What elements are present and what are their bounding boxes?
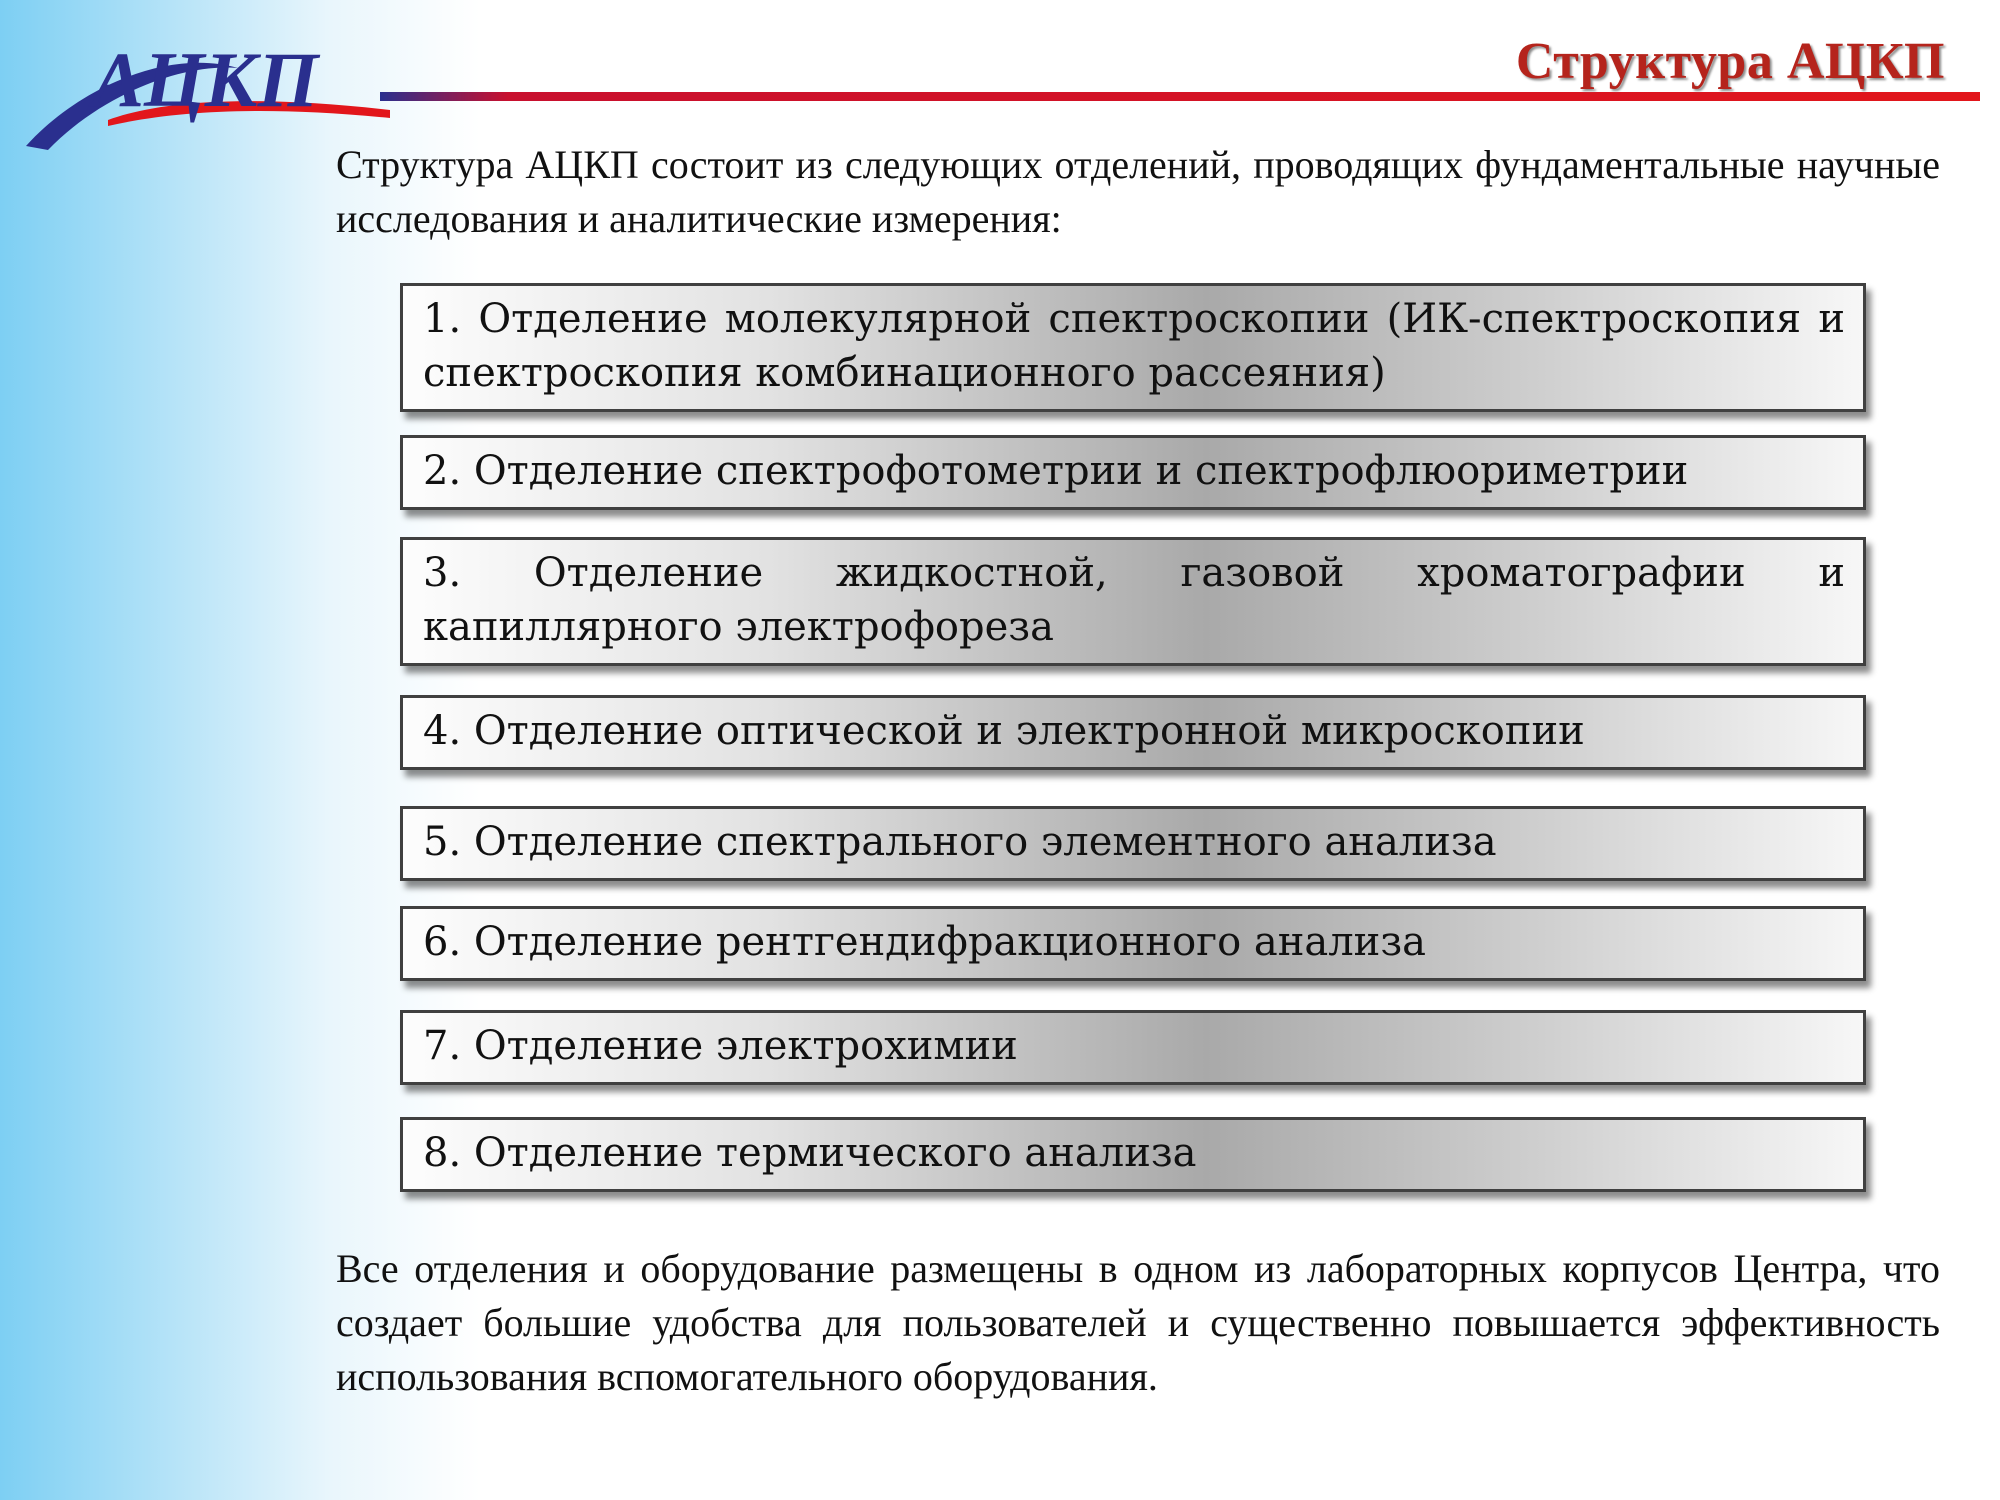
title-rule [380,92,1980,101]
division-item: 2. Отделение спектрофотометрии и спектрофлюориметрии [400,435,1866,510]
intro-text: Структура АЦКП состоит из следующих отделений, проводящих фундаментальные научные исследования и аналитические измерения: [336,142,1940,241]
division-item: 6. Отделение рентгендифракционного анализа [400,906,1866,981]
division-item: 1. Отделение молекулярной спектроскопии (ИК-спектроскопия и спектроскопия комбинационного рассеяния) [400,283,1866,412]
logo-wordmark: АЦКП [92,36,319,123]
page-title: Структура АЦКП [1515,33,1945,90]
division-item: 4. Отделение оптической и электронной микроскопии [400,695,1866,770]
division-item: 8. Отделение термического анализа [400,1117,1866,1192]
division-item: 3. Отделение жидкостной, газовой хроматографии и капиллярного электрофореза [400,537,1866,666]
outro-text: Все отделения и оборудование размещены в одном из лабораторных корпусов Центра, что создает большие удобства для пользователей и существенно повышается эффективность использования вспомогательного оборудования. [336,1246,1940,1399]
division-item: 7. Отделение электрохимии [400,1010,1866,1085]
division-item: 5. Отделение спектрального элементного анализа [400,806,1866,881]
